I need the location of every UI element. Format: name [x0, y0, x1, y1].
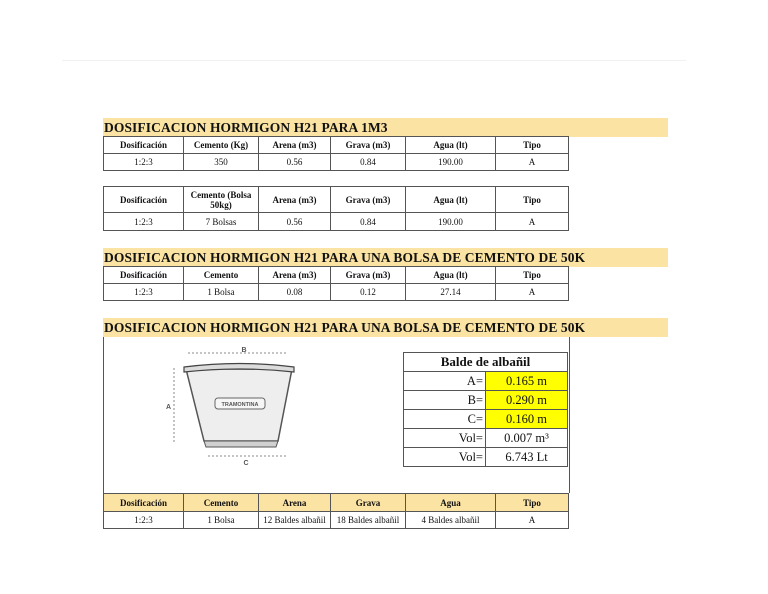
header-arena: Arena: [259, 494, 331, 512]
cell-cemento: 1 Bolsa: [184, 512, 259, 529]
header-dosificacion: Dosificación: [104, 494, 184, 512]
label-a: A: [166, 404, 172, 411]
top-rule: [62, 60, 686, 61]
table-header-row: [104, 187, 569, 213]
balde-row-a: [404, 372, 568, 391]
balde-table: [403, 352, 568, 467]
label-b: B: [241, 347, 247, 354]
cell-grava: 0.84: [331, 213, 406, 231]
cell-agua: 190.00: [406, 213, 496, 231]
table-header-row: [104, 494, 569, 512]
header-agua: Agua (lt): [406, 187, 496, 213]
dosage-table-one-bag: [103, 266, 569, 301]
dosage-table-baldes: [103, 493, 569, 529]
balde-label-b: B=: [404, 391, 486, 410]
header-cemento: Cemento (Kg): [184, 137, 259, 154]
cell-grava: 0.12: [331, 284, 406, 301]
cell-cemento: 7 Bolsas: [184, 213, 259, 231]
cell-tipo: A: [496, 512, 569, 529]
header-grava: Grava (m3): [331, 137, 406, 154]
header-grava: Grava (m3): [331, 267, 406, 284]
cell-agua: 4 Baldes albañil: [406, 512, 496, 529]
brand-text: TRAMONTINA: [221, 402, 259, 408]
cell-grava: 0.84: [331, 154, 406, 171]
header-agua: Agua (lt): [406, 267, 496, 284]
header-arena: Arena (m3): [259, 137, 331, 154]
table-row: [104, 154, 569, 171]
header-agua: Agua: [406, 494, 496, 512]
balde-label-vol: Vol=: [404, 429, 486, 448]
header-cemento: Cemento: [184, 267, 259, 284]
header-tipo: Tipo: [496, 267, 569, 284]
header-cemento: Cemento: [184, 494, 259, 512]
balde-value-vol-lt: 6.743 Lt: [486, 448, 568, 467]
header-tipo: Tipo: [496, 137, 569, 154]
balde-value-b: 0.290 m: [486, 391, 568, 410]
cell-tipo: A: [496, 284, 569, 301]
section-title-baldes: DOSIFICACION HORMIGON H21 PARA UNA BOLSA DE CEMENTO DE 50K: [103, 318, 668, 337]
cell-tipo: A: [496, 154, 569, 171]
bucket-base: [204, 441, 278, 447]
header-arena: Arena (m3): [259, 187, 331, 213]
section-title-1m3: DOSIFICACION HORMIGON H21 PARA 1M3: [103, 118, 668, 137]
table-row: [104, 512, 569, 529]
header-cemento-bolsa: Cemento (Bolsa 50kg): [184, 187, 259, 213]
balde-value-c: 0.160 m: [486, 410, 568, 429]
label-c: C: [243, 460, 249, 467]
cell-dosificacion: 1:2:3: [104, 154, 184, 171]
cell-tipo: A: [496, 213, 569, 231]
bucket-illustration: [160, 343, 315, 468]
cell-arena: 12 Baldes albañil: [259, 512, 331, 529]
cell-dosificacion: 1:2:3: [104, 213, 184, 231]
cell-agua: 27.14: [406, 284, 496, 301]
balde-value-vol-m3: 0.007 m³: [486, 429, 568, 448]
cell-arena: 0.56: [259, 213, 331, 231]
cell-arena: 0.08: [259, 284, 331, 301]
header-dosificacion: Dosificación: [104, 267, 184, 284]
cell-cemento: 1 Bolsa: [184, 284, 259, 301]
header-arena: Arena (m3): [259, 267, 331, 284]
balde-row-vol-m3: [404, 429, 568, 448]
dosage-table-bolsas: [103, 186, 569, 231]
header-tipo: Tipo: [496, 187, 569, 213]
table-header-row: [104, 267, 569, 284]
balde-title-row: [404, 353, 568, 372]
header-dosificacion: Dosificación: [104, 137, 184, 154]
header-tipo: Tipo: [496, 494, 569, 512]
header-grava: Grava: [331, 494, 406, 512]
header-agua: Agua (lt): [406, 137, 496, 154]
balde-row-c: [404, 410, 568, 429]
balde-row-vol-lt: [404, 448, 568, 467]
cell-arena: 0.56: [259, 154, 331, 171]
table-row: [104, 284, 569, 301]
cell-agua: 190.00: [406, 154, 496, 171]
balde-title: Balde de albañil: [404, 353, 568, 372]
balde-label-c: C=: [404, 410, 486, 429]
dosage-table-kg: [103, 136, 569, 171]
balde-value-a: 0.165 m: [486, 372, 568, 391]
section-title-bolsa: DOSIFICACION HORMIGON H21 PARA UNA BOLSA DE CEMENTO DE 50K: [103, 248, 668, 267]
balde-row-b: [404, 391, 568, 410]
header-dosificacion: Dosificación: [104, 187, 184, 213]
cell-dosificacion: 1:2:3: [104, 284, 184, 301]
balde-label-vol: Vol=: [404, 448, 486, 467]
cell-cemento: 350: [184, 154, 259, 171]
cell-dosificacion: 1:2:3: [104, 512, 184, 529]
table-header-row: [104, 137, 569, 154]
balde-label-a: A=: [404, 372, 486, 391]
cell-grava: 18 Baldes albañil: [331, 512, 406, 529]
header-grava: Grava (m3): [331, 187, 406, 213]
table-row: [104, 213, 569, 231]
